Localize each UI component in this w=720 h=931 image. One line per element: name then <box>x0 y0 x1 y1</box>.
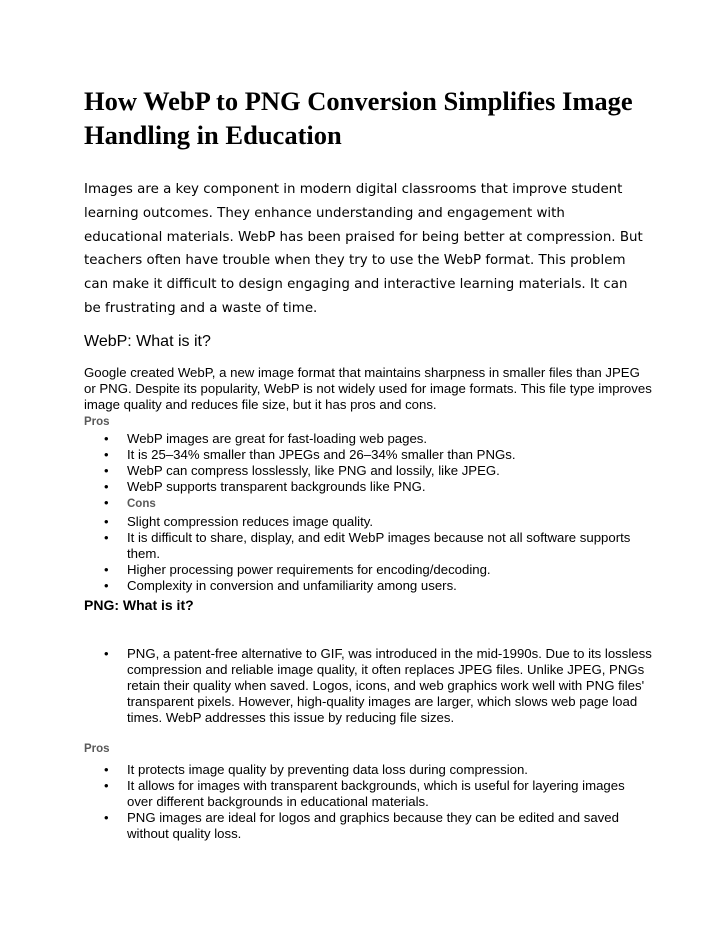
list-item: • WebP images are great for fast-loading web pages. <box>84 431 644 447</box>
document-title: How WebP to PNG Conversion Simplifies Image Handling in Education <box>84 86 633 150</box>
list-item: • Higher processing power requirements for encoding/decoding. <box>84 562 644 578</box>
list-item: • PNG images are ideal for logos and graphics because they can be edited and saved without quality loss. <box>84 810 644 842</box>
list-item: • It protects image quality by preventing data loss during compression. <box>84 762 644 778</box>
png-pros-list <box>84 762 644 842</box>
webp-pros-label: Pros <box>84 416 110 428</box>
png-description: • PNG, a patent-free alternative to GIF, was introduced in the mid-1990s. Due to its lossless compression and reliable image quality, it often replaces JPEG files. Unlike JPEG, PNGs retain their quality when saved. Logos, icons, and web graphics work well with PNG files' transparent pixels. However, high-quality images are larger, which slows web page load times. WebP addresses this issue by reducing file sizes. <box>84 646 654 726</box>
webp-cons-label-item <box>84 495 644 512</box>
list-item: • WebP supports transparent backgrounds like PNG. <box>84 479 644 495</box>
webp-cons-label: Cons <box>127 498 156 510</box>
webp-heading: WebP: What is it? <box>84 333 211 350</box>
png-pros-label: Pros <box>84 743 110 755</box>
list-item: • Complexity in conversion and unfamiliarity among users. <box>84 578 644 594</box>
list-item: • Slight compression reduces image quality. <box>84 514 644 530</box>
intro-paragraph: Images are a key component in modern digital classrooms that improve student learning outcomes. They enhance understanding and engagement with educational materials. WebP has been praised for being better at compression. But teachers often have trouble when they try to use the WebP format. This problem can make it difficult to design engaging and interactive learning materials. It can be frustrating and a waste of time. <box>84 182 643 316</box>
webp-description: Google created WebP, a new image format that maintains sharpness in smaller files than JPEG or PNG. Despite its popularity, WebP is not widely used for image formats. This file type improves image quality and reduces file size, but it has pros and cons. <box>84 365 652 412</box>
list-item: • It is difficult to share, display, and edit WebP images because not all software supports them. <box>84 530 644 562</box>
png-description-list <box>84 646 654 726</box>
png-heading: PNG: What is it? <box>84 597 194 613</box>
webp-pros-list <box>84 431 644 512</box>
list-item: • It allows for images with transparent backgrounds, which is useful for layering images over different backgrounds in educational materials. <box>84 778 644 810</box>
list-item: • WebP can compress losslessly, like PNG and lossily, like JPEG. <box>84 463 644 479</box>
webp-cons-list <box>84 514 644 594</box>
list-item: • It is 25–34% smaller than JPEGs and 26–34% smaller than PNGs. <box>84 447 644 463</box>
